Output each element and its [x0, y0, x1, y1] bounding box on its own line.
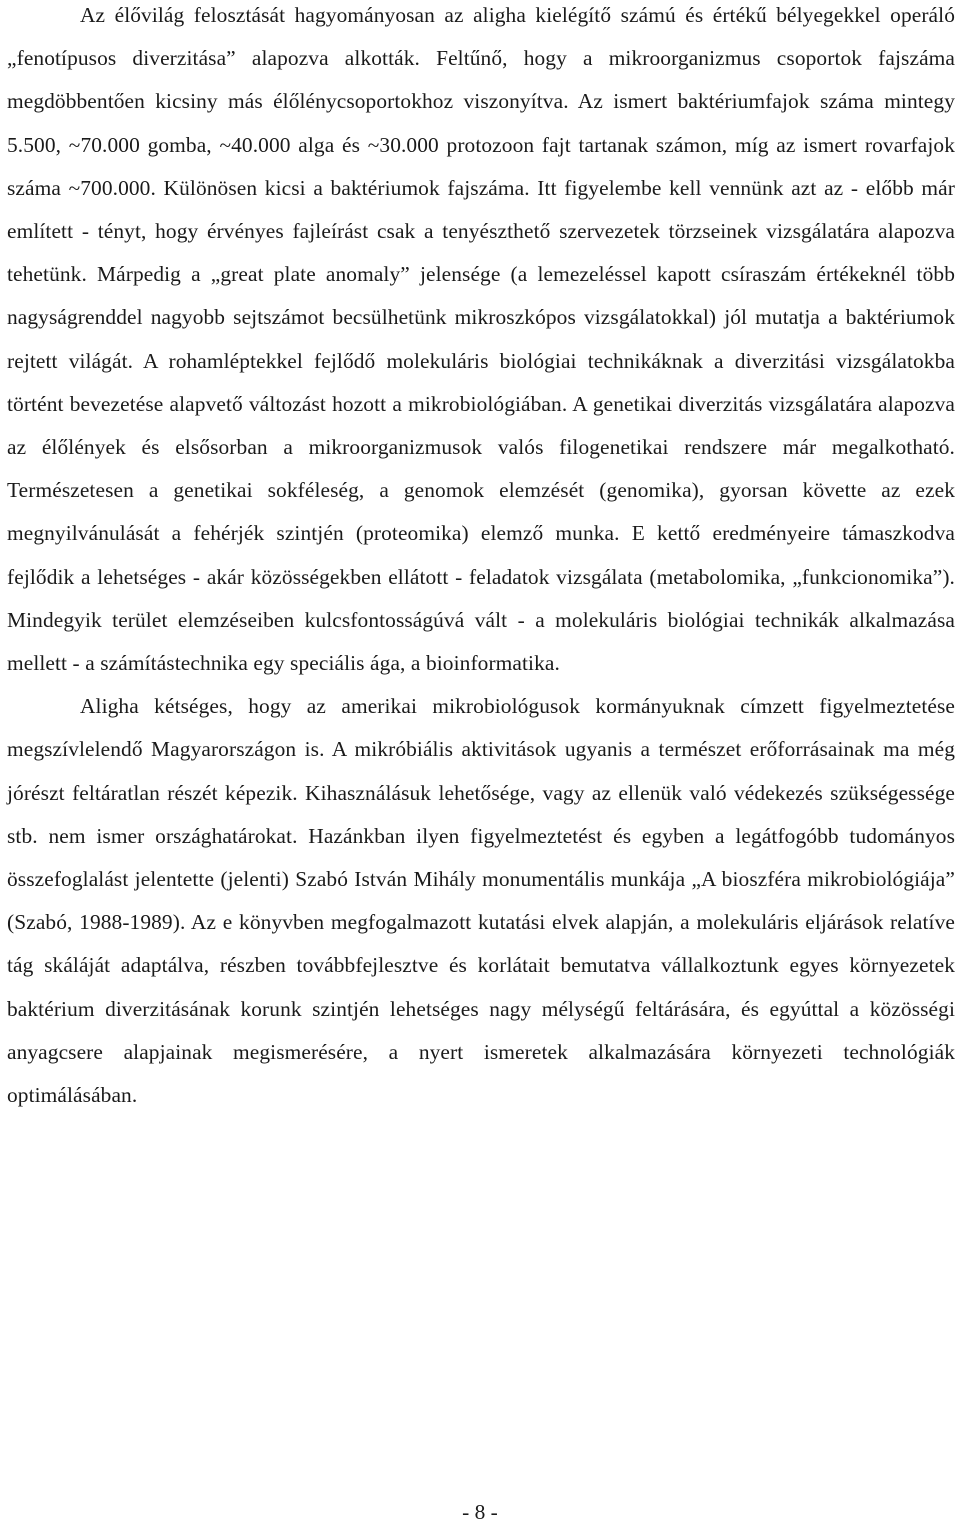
body-text	[7, 0, 955, 1117]
page-number: - 8 -	[462, 1500, 498, 1524]
paragraph-2: Aligha kétséges, hogy az amerikai mikrobiológusok kormányuknak címzett figyelmeztetése megszívlelendő Magyarországon is. A mikróbiális aktivitások ugyanis a természet erőforrásainak ma még jórészt feltáratlan részét képezik. Kihasználásuk lehetősége, vagy az ellenük való védekezés szükségessége stb. nem ismer országhatárokat. Hazánkban ilyen figyelmeztetést és egyben a legátfogóbb tudományos összefoglalást jelentette (jelenti) Szabó István Mihály monumentális munkája „A bioszféra mikrobiológiája” (Szabó, 1988-1989). Az e könyvben megfogalmazott kutatási elvek alapján, a molekuláris eljárások relatíve tág skáláját adaptálva, részben továbbfejlesztve és korlátait bemutatva vállalkoztunk egyes környezetek baktérium diverzitásának korunk szintjén lehetséges nagy mélységű feltárására, és egyúttal a közösségi anyagcsere alapjainak megismerésére, a nyert ismeretek alkalmazására környezeti technológiák optimálásában.	[7, 694, 955, 1108]
paragraph-1: Az élővilág felosztását hagyományosan az aligha kielégítő számú és értékű bélyegekkel operáló „fenotípusos diverzitása” alapozva alkották. Feltűnő, hogy a mikroorganizmus csoportok fajszáma megdöbbentően kicsiny más élőlénycsoportokhoz viszonyítva. Az ismert baktériumfajok száma mintegy 5.500, ~70.000 gomba, ~40.000 alga és ~30.000 protozoon fajt tartanak számon, míg az ismert rovarfajok száma ~700.000. Különösen kicsi a baktériumok fajszáma. Itt figyelembe kell vennünk azt az - előbb már említett - tényt, hogy érvényes fajleírást csak a tenyészthető szervezetek törzseinek vizsgálatára alapozva tehetünk. Márpedig a „great plate anomaly” jelensége (a lemezeléssel kapott csíraszám értékeknél több nagyságrenddel nagyobb sejtszámot becsülhetünk mikroszkópos vizsgálatokkal) jól mutatja a baktériumok rejtett világát. A rohamléptekkel fejlődő molekuláris biológiai technikáknak a diverzitási vizsgálatokba történt bevezetése alapvető változást hozott a mikrobiológiában. A genetikai diverzitás vizsgálatára alapozva az élőlények és elsősorban a mikroorganizmusok valós filogenetikai rendszere már megalkotható. Természetesen a genetikai sokféleség, a genomok elemzését (genomika), gyorsan követte az ezek megnyilvánulását a fehérjék szintjén (proteomika) elemző munka. E kettő eredményeire támaszkodva fejlődik a lehetséges - akár közösségekben ellátott - feladatok vizsgálata (metabolomika, „funkcionomika”). Mindegyik terület elemzéseiben kulcsfontosságúvá vált - a molekuláris biológiai technikák alkalmazása mellett - a számítástechnika egy speciális ága, a bioinformatika.	[7, 3, 955, 676]
